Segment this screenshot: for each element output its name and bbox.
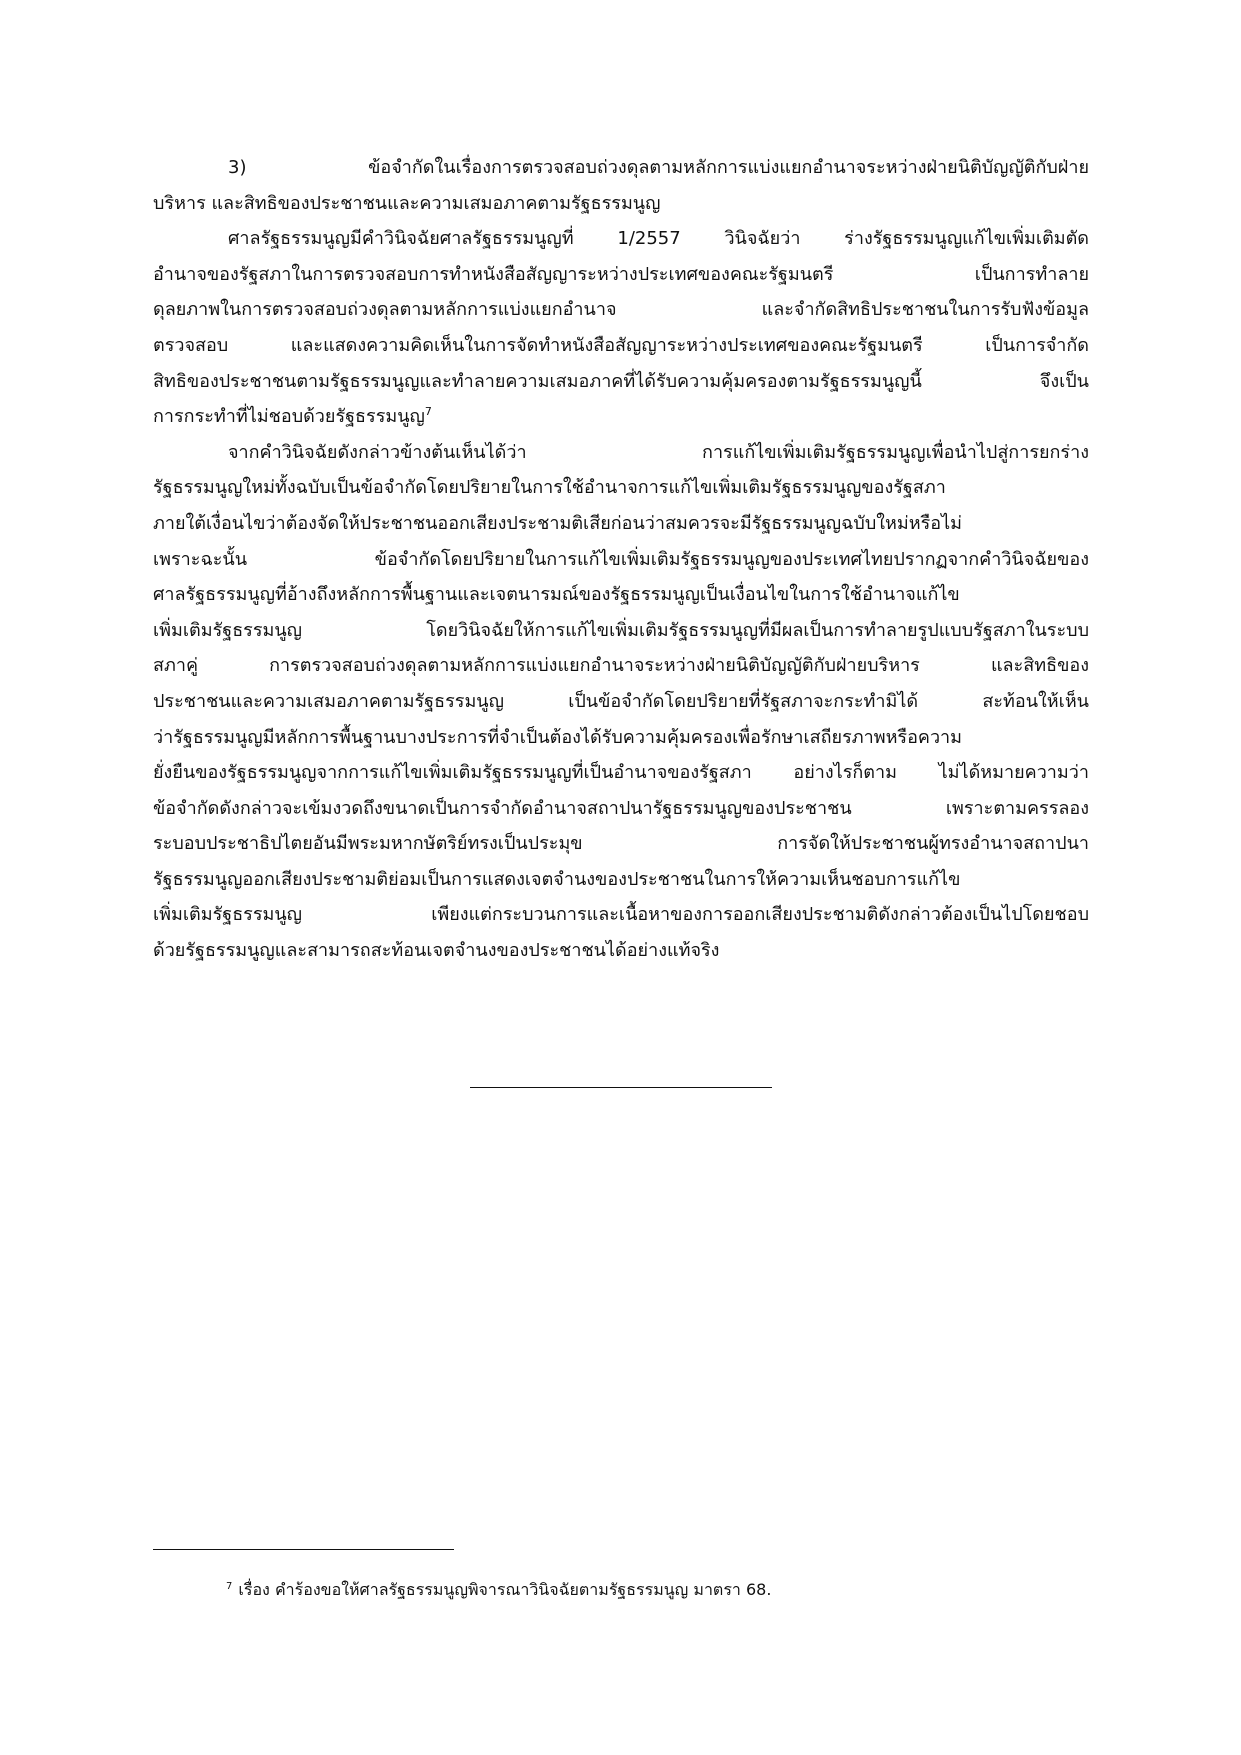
paragraph-line: ด้วยรัฐธรรมนูญและสามารถสะท้อนเจตจำนงของประชาชนได้อย่างแท้จริง xyxy=(153,940,720,962)
paragraph-line-text: การกระทำที่ไม่ชอบด้วยรัฐธรรมนูญ xyxy=(153,406,425,428)
paragraph-2 xyxy=(153,221,1089,435)
paragraph-line: รัฐธรรมนูญออกเสียงประชามติย่อมเป็นการแสดงเจตจำนงของประชาชนในการให้ความเห็นชอบการแก้ไข xyxy=(153,868,961,890)
paragraph-3 xyxy=(153,435,1089,969)
paragraph-line: ยั่งยืนของรัฐธรรมนูญจากการแก้ไขเพิ่มเติมรัฐธรรมนูญที่เป็นอำนาจของรัฐสภา อย่างไรก็ตาม ไม่ได้หมายความว่า xyxy=(153,762,1089,784)
paragraph-line: จากคำวินิจฉัยดังกล่าวข้างต้นเห็นได้ว่า การแก้ไขเพิ่มเติมรัฐธรรมนูญเพื่อนำไปสู่การยกร่าง xyxy=(228,441,1089,463)
paragraph-line: อำนาจของรัฐสภาในการตรวจสอบการทำหนังสือสัญญาระหว่างประเทศของคณะรัฐมนตรี เป็นการทำลาย xyxy=(153,263,1089,285)
paragraph-line: ภายใต้เงื่อนไขว่าต้องจัดให้ประชาชนออกเสียงประชามติเสียก่อนว่าสมควรจะมีรัฐธรรมนูญฉบับใหม่หรือไม่ xyxy=(153,512,963,534)
footnote-separator xyxy=(153,1549,454,1550)
paragraph-line: ข้อจำกัดดังกล่าวจะเข้มงวดถึงขนาดเป็นการจำกัดอำนาจสถาปนารัฐธรรมนูญของประชาชน เพราะตามครรลอง xyxy=(153,797,1089,819)
footnote-reference[interactable]: 7 xyxy=(424,405,432,419)
footnote xyxy=(226,1578,1086,1602)
paragraph-line: ศาลรัฐธรรมนูญมีคำวินิจฉัยศาลรัฐธรรมนูญที่ 1/2557 วินิจฉัยว่า ร่างรัฐธรรมนูญแก้ไขเพิ่มเติมตัด xyxy=(228,228,1089,250)
body-text xyxy=(153,150,1089,969)
section-divider xyxy=(470,1087,772,1088)
paragraph-line: เพิ่มเติมรัฐธรรมนูญ โดยวินิจฉัยให้การแก้ไขเพิ่มเติมรัฐธรรมนูญที่มีผลเป็นการทำลายรูปแบบรัฐสภาในระบบ xyxy=(153,619,1089,641)
footnote-text: เรื่อง คำร้องขอให้ศาลรัฐธรรมนูญพิจารณาวินิจฉัยตามรัฐธรรมนูญ มาตรา 68. xyxy=(238,1580,772,1599)
paragraph-line: ประชาชนและความเสมอภาคตามรัฐธรรมนูญ เป็นข้อจำกัดโดยปริยายที่รัฐสภาจะกระทำมิได้ สะท้อนให้เห็น xyxy=(153,690,1089,712)
paragraph-line: รัฐธรรมนูญใหม่ทั้งฉบับเป็นข้อจำกัดโดยปริยายในการใช้อำนาจการแก้ไขเพิ่มเติมรัฐธรรมนูญของรัฐสภา xyxy=(153,477,946,499)
paragraph-line: สิทธิของประชาชนตามรัฐธรรมนูญและทำลายความเสมอภาคที่ได้รับความคุ้มครองตามรัฐธรรมนูญนี้ จึงเป็น xyxy=(153,370,1089,392)
footnote-number: 7 xyxy=(226,1580,233,1592)
paragraph-line: บริหาร และสิทธิของประชาชนและความเสมอภาคตามรัฐธรรมนูญ xyxy=(153,192,661,214)
paragraph-line: 3) ข้อจำกัดในเรื่องการตรวจสอบถ่วงดุลตามหลักการแบ่งแยกอำนาจระหว่างฝ่ายนิติบัญญัติกับฝ่าย xyxy=(228,157,1089,178)
paragraph-line: ศาลรัฐธรรมนูญที่อ้างถึงหลักการพื้นฐานและเจตนารมณ์ของรัฐธรรมนูญเป็นเงื่อนไขในการใช้อำนาจแก้ไข xyxy=(153,584,960,606)
paragraph-1 xyxy=(153,150,1089,221)
paragraph-last-line xyxy=(153,399,1089,435)
paragraph-line: ระบอบประชาธิปไตยอันมีพระมหากษัตริย์ทรงเป็นประมุข การจัดให้ประชาชนผู้ทรงอำนาจสถาปนา xyxy=(153,833,1089,855)
paragraph-line: ว่ารัฐธรรมนูญมีหลักการพื้นฐานบางประการที่จำเป็นต้องได้รับความคุ้มครองเพื่อรักษาเสถียรภาพหรือความ xyxy=(153,726,963,748)
paragraph-line: เพราะฉะนั้น ข้อจำกัดโดยปริยายในการแก้ไขเพิ่มเติมรัฐธรรมนูญของประเทศไทยปรากฏจากคำวินิจฉัยของ xyxy=(153,548,1089,570)
paragraph-line: สภาคู่ การตรวจสอบถ่วงดุลตามหลักการแบ่งแยกอำนาจระหว่างฝ่ายนิติบัญญัติกับฝ่ายบริหาร และสิทธิของ xyxy=(153,655,1089,677)
paragraph-line: ดุลยภาพในการตรวจสอบถ่วงดุลตามหลักการแบ่งแยกอำนาจ และจำกัดสิทธิประชาชนในการรับฟังข้อมูล xyxy=(153,299,1089,321)
paragraph-line: เพิ่มเติมรัฐธรรมนูญ เพียงแต่กระบวนการและเนื้อหาของการออกเสียงประชามติดังกล่าวต้องเป็นไปโดยชอบ xyxy=(153,904,1089,926)
paragraph-line: ตรวจสอบ และแสดงความคิดเห็นในการจัดทำหนังสือสัญญาระหว่างประเทศของคณะรัฐมนตรี เป็นการจำกัด xyxy=(153,334,1089,356)
